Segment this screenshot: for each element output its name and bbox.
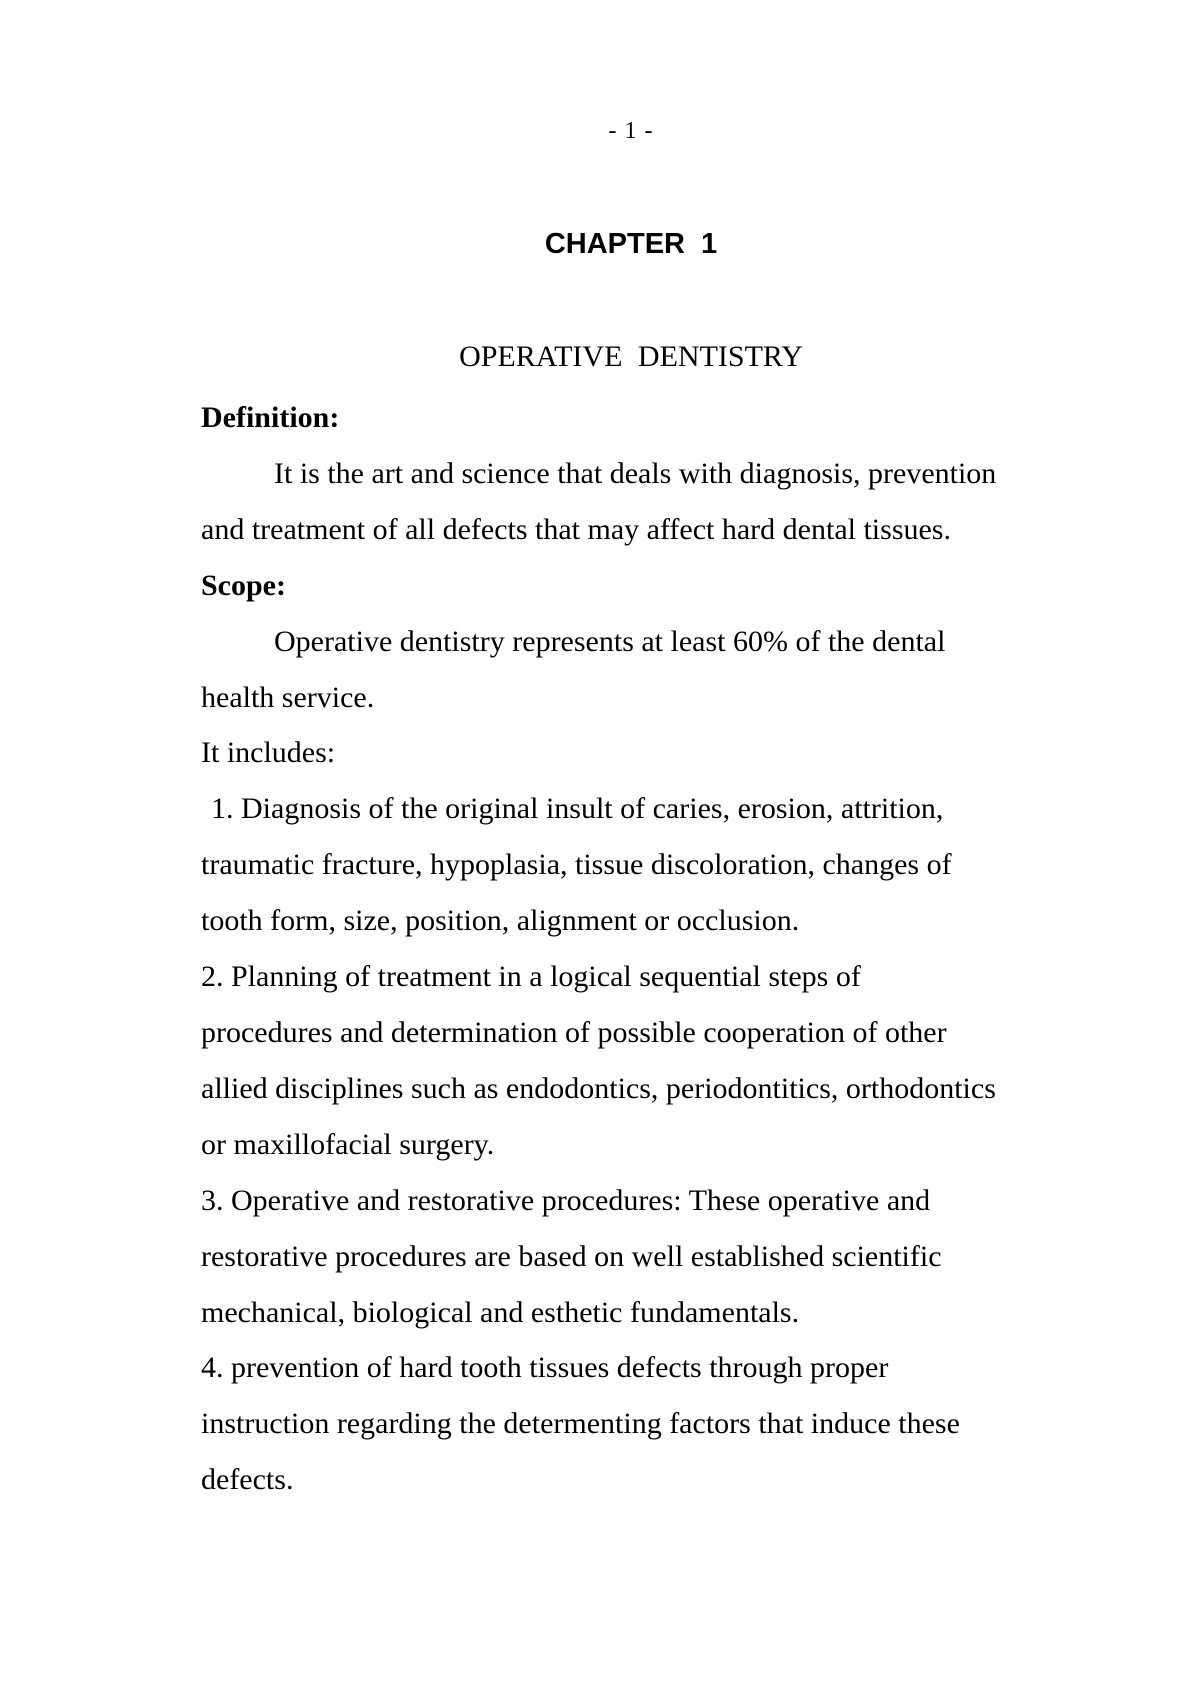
item-1-line-3: tooth form, size, position, alignment or occlusion. — [201, 904, 800, 938]
item-4-line-3: defects. — [201, 1463, 294, 1497]
definition-line-1: It is the art and science that deals with diagnosis, prevention — [274, 456, 997, 490]
item-1-line-1: 1. Diagnosis of the original insult of caries, erosion, attrition, — [211, 792, 944, 826]
item-3-line-1: 3. Operative and restorative procedures: These operative and — [201, 1183, 931, 1217]
item-4-line-2: instruction regarding the determenting factors that induce these — [201, 1407, 960, 1441]
body-text — [201, 390, 1081, 1508]
section-title: OPERATIVE DENTISTRY — [459, 340, 803, 373]
item-2-line-3: allied disciplines such as endodontics, periodontitics, orthodontics — [201, 1071, 996, 1105]
includes-label: It includes: — [201, 736, 336, 770]
item-3-line-2: restorative procedures are based on well established scientific — [201, 1239, 942, 1273]
item-2-line-1: 2. Planning of treatment in a logical sequential steps of — [201, 960, 861, 994]
scope-heading: Scope: — [201, 568, 286, 602]
definition-line-2: and treatment of all defects that may affect hard dental tissues. — [201, 512, 951, 546]
chapter-heading: CHAPTER 1 — [544, 228, 718, 260]
item-3-line-3: mechanical, biological and esthetic fundamentals. — [201, 1295, 800, 1329]
item-4-line-1: 4. prevention of hard tooth tissues defects through proper — [201, 1351, 889, 1385]
scope-line-1: Operative dentistry represents at least 60% of the dental — [274, 624, 946, 658]
item-2-line-2: procedures and determination of possible cooperation of other — [201, 1015, 947, 1049]
page-number: - 1 - — [608, 118, 654, 144]
definition-heading: Definition: — [201, 401, 340, 434]
item-1-line-2: traumatic fracture, hypoplasia, tissue discoloration, changes of — [201, 848, 952, 882]
scope-line-2: health service. — [201, 680, 375, 714]
item-2-line-4: or maxillofacial surgery. — [201, 1127, 495, 1161]
